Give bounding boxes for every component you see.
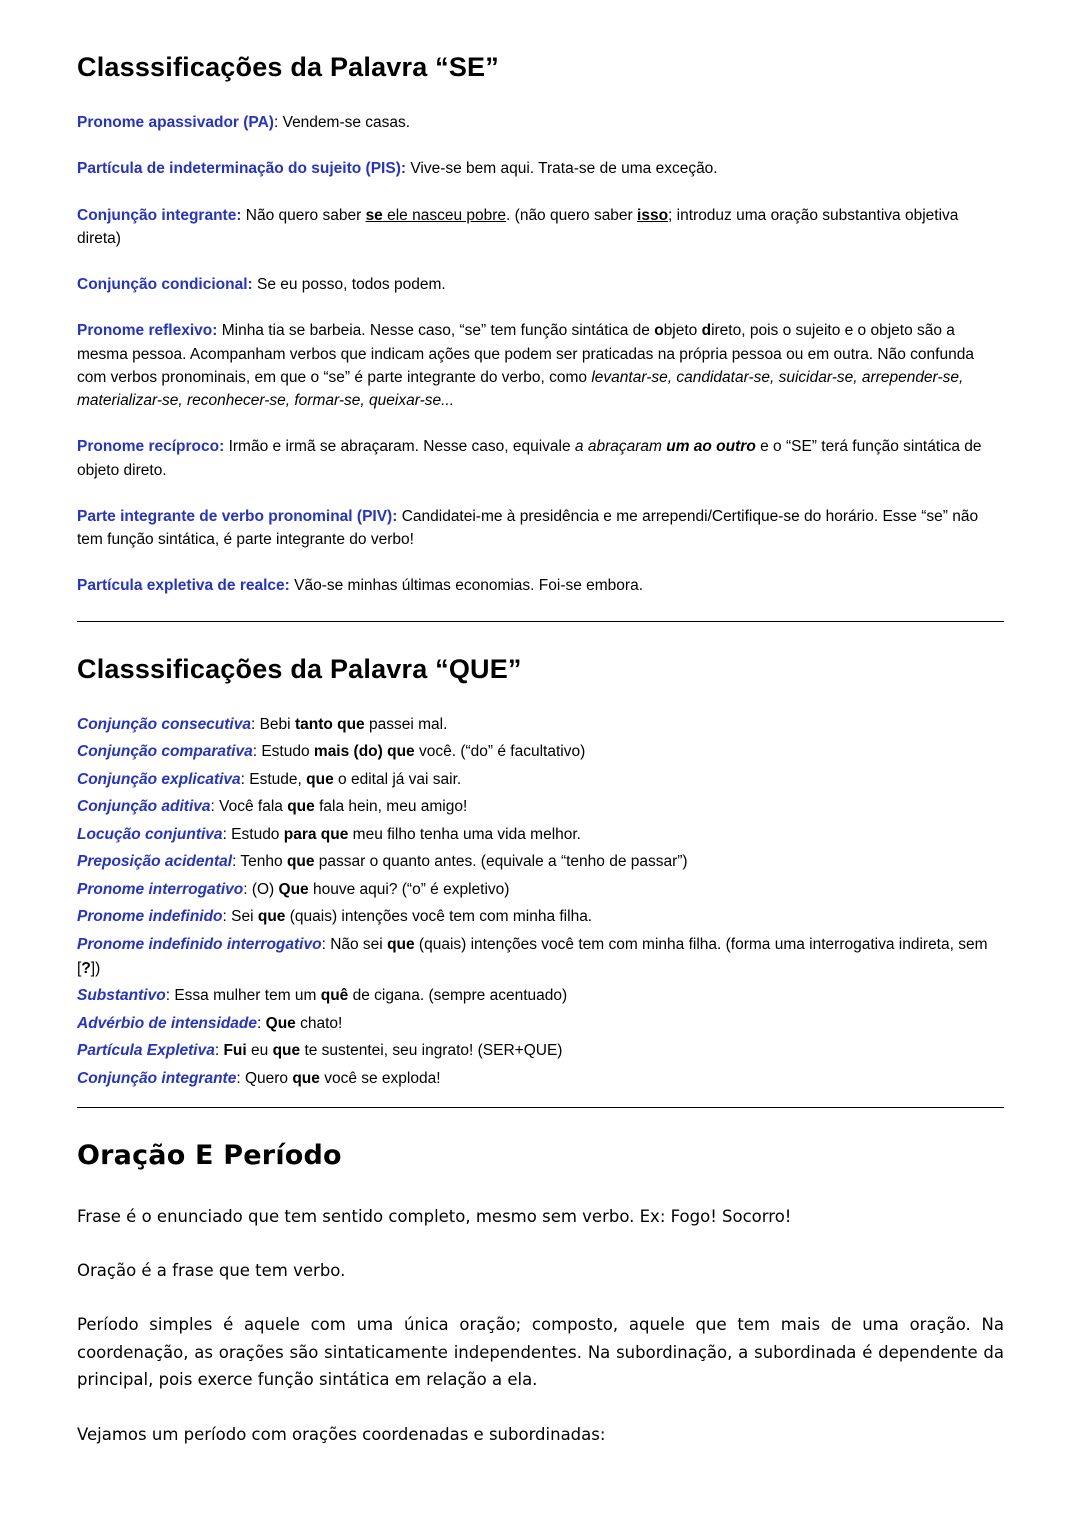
- term-label: Conjunção integrante:: [77, 206, 242, 224]
- term-label: Conjunção condicional:: [77, 276, 253, 293]
- body-text: de cigana. (sempre acentuado): [348, 987, 568, 1005]
- que-section-list: [77, 713, 1004, 1091]
- body-text: te sustentei, seu ingrato! (SER+QUE): [300, 1042, 563, 1060]
- body-text: : Não sei: [321, 935, 388, 953]
- body-text: Período simples é aquele com uma única oração; composto, aquele que tem mais de uma oração. Na coordenação, as orações são sintaticamente independentes. Na subordinação, a subordinada é dependente da principal, pois exerce função sintática em relação a ela.: [77, 1315, 1004, 1390]
- se-section-title: Classsificações da Palavra “SE”: [77, 52, 499, 82]
- body-text: Que: [265, 1014, 296, 1032]
- que-definition-item: [77, 1039, 1004, 1063]
- body-text: você. (“do” é facultativo): [414, 743, 586, 761]
- body-text: que: [257, 908, 286, 926]
- term-label: Locução conjuntiva: [77, 825, 223, 843]
- body-text: houve aqui? (“o” é expletivo): [308, 880, 510, 898]
- body-text: fala hein, meu amigo!: [314, 798, 468, 816]
- se-definition-item: [77, 204, 1004, 251]
- que-section-title: Classsificações da Palavra “QUE”: [77, 653, 522, 684]
- body-text: : Vendem-se casas.: [273, 114, 411, 131]
- body-text: quê: [320, 987, 349, 1005]
- body-text: levantar-se, candidatar-se, suicidar-se, arrepender-se, materializar-se, reconhecer-se, formar-se, queixar-se...: [77, 368, 964, 409]
- body-text: chato!: [295, 1014, 343, 1032]
- body-text: :: [214, 1042, 224, 1060]
- body-text: Frase é o enunciado que tem sentido completo, mesmo sem verbo. Ex: Fogo! Socorro!: [77, 1206, 792, 1226]
- body-text: passei mal.: [364, 715, 448, 733]
- term-label: Pronome indefinido: [77, 908, 223, 926]
- term-label: Pronome indefinido interrogativo: [77, 935, 322, 953]
- body-text: . (não quero saber: [506, 206, 638, 224]
- body-text: a abraçaram: [574, 438, 667, 456]
- se-definition-item: [77, 157, 1004, 180]
- body-text: : Estudo: [252, 743, 314, 761]
- body-text: Minha tia se barbeia. Nesse caso, “se” tem função sintática de: [217, 322, 655, 340]
- body-text: : (O): [243, 880, 279, 898]
- se-definition-item: [77, 273, 1004, 296]
- oracao-section-title: Oração E Período: [77, 1139, 342, 1171]
- se-definition-item: [77, 435, 1004, 482]
- term-label: Conjunção explicativa: [77, 770, 241, 788]
- body-text: Vejamos um período com orações coordenadas e subordinadas:: [77, 1424, 606, 1444]
- oracao-paragraph: [77, 1421, 1004, 1448]
- body-text: (quais) intenções você tem com minha filha. (forma uma interrogativa indireta, sem [: [77, 935, 988, 977]
- se-definition-item: [77, 505, 1004, 552]
- oracao-paragraphs: [77, 1203, 1004, 1448]
- que-definition-item: [77, 850, 1004, 874]
- term-label: Conjunção comparativa: [77, 743, 253, 761]
- term-label: Pronome interrogativo: [77, 880, 244, 898]
- se-definition-item: [77, 319, 1004, 412]
- body-text: : Quero: [236, 1069, 293, 1087]
- oracao-paragraph: [77, 1257, 1004, 1284]
- body-text: ele nasceu pobre: [382, 206, 507, 224]
- que-definition-item: [77, 823, 1004, 847]
- se-section-list: [77, 111, 1004, 598]
- body-text: Fui: [223, 1042, 247, 1060]
- que-definition-item: [77, 740, 1004, 764]
- term-label: Conjunção consecutiva: [77, 715, 251, 733]
- que-definition-item: [77, 713, 1004, 737]
- que-definition-item: [77, 878, 1004, 902]
- term-label: Preposição acidental: [77, 853, 233, 871]
- body-text: que: [292, 1069, 320, 1087]
- term-label: Partícula Expletiva: [77, 1042, 215, 1060]
- body-text: ?: [81, 959, 91, 977]
- term-label: Conjunção aditiva: [77, 798, 211, 816]
- que-definition-item: [77, 768, 1004, 792]
- oracao-paragraph: [77, 1203, 1004, 1230]
- body-text: passar o quanto antes. (equivale a “tenho de passar”): [314, 853, 688, 871]
- body-text: : Essa mulher tem um: [165, 987, 321, 1005]
- body-text: Se eu posso, todos podem.: [252, 276, 446, 293]
- body-text: tanto que: [294, 715, 365, 733]
- body-text: Oração é a frase que tem verbo.: [77, 1261, 346, 1281]
- body-text: d: [701, 322, 712, 340]
- body-text: você se exploda!: [319, 1069, 441, 1087]
- body-text: ; introduz uma oração substantiva objetiva direta): [77, 206, 959, 247]
- term-label: Partícula expletiva de realce:: [77, 577, 290, 595]
- body-text: ireto, pois o sujeito e o objeto são a mesma pessoa. Acompanham verbos que indicam ações que podem ser praticadas na própria pessoa ou em outra. Não confunda com verbos pronominais, em que o “se” é parte integrante do verbo, como: [77, 322, 974, 386]
- que-definition-item: [77, 1067, 1004, 1091]
- body-text: : Você fala: [210, 798, 288, 816]
- body-text: o edital já vai sair.: [333, 770, 462, 788]
- term-label: Pronome apassivador (PA): [77, 114, 274, 131]
- body-text: : Estude,: [240, 770, 307, 788]
- body-text: que: [306, 770, 334, 788]
- term-label: Pronome reflexivo:: [77, 322, 218, 340]
- body-text: que: [286, 853, 315, 871]
- term-label: Substantivo: [77, 987, 166, 1005]
- body-text: e o “SE” terá função sintática de objeto direto.: [77, 438, 982, 479]
- que-definition-item: [77, 984, 1004, 1008]
- body-text: Vive-se bem aqui. Trata-se de uma exceção.: [406, 160, 718, 178]
- body-text: : Tenho: [232, 853, 287, 871]
- term-label: Partícula de indeterminação do sujeito (PIS):: [77, 160, 407, 178]
- body-text: ]): [90, 959, 101, 977]
- body-text: Que: [278, 880, 309, 898]
- term-label: Pronome recíproco:: [77, 438, 225, 456]
- term-label: Conjunção integrante: [77, 1069, 237, 1087]
- body-text: :: [257, 1014, 266, 1032]
- body-text: Não quero saber: [241, 206, 366, 224]
- section-divider: [77, 621, 1004, 622]
- term-label: Parte integrante de verbo pronominal (PIV):: [77, 507, 398, 525]
- body-text: isso: [637, 206, 669, 224]
- que-definition-item: [77, 933, 1004, 981]
- body-text: mais (do) que: [313, 743, 415, 761]
- body-text: para que: [283, 825, 349, 843]
- body-text: Irmão e irmã se abraçaram. Nesse caso, equivale: [224, 438, 575, 456]
- body-text: o: [654, 322, 664, 340]
- body-text: Vão-se minhas últimas economias. Foi-se embora.: [289, 577, 644, 595]
- body-text: se: [365, 206, 383, 224]
- section-divider: [77, 1107, 1004, 1108]
- se-definition-item: [77, 574, 1004, 597]
- body-text: : Sei: [222, 908, 258, 926]
- body-text: : Bebi: [250, 715, 295, 733]
- se-definition-item: [77, 111, 1004, 134]
- body-text: : Estudo: [222, 825, 284, 843]
- body-text: que: [287, 798, 315, 816]
- oracao-paragraph: [77, 1311, 1004, 1393]
- que-definition-item: [77, 795, 1004, 819]
- que-definition-item: [77, 1012, 1004, 1036]
- body-text: eu: [246, 1042, 273, 1060]
- body-text: meu filho tenha uma vida melhor.: [348, 825, 581, 843]
- body-text: bjeto: [663, 322, 702, 340]
- body-text: Candidatei-me à presidência e me arrependi/Certifique-se do horário. Esse “se” não tem função sintática, é parte integrante do verbo!: [77, 507, 979, 548]
- body-text: que: [272, 1042, 301, 1060]
- body-text: que: [387, 935, 415, 953]
- que-definition-item: [77, 905, 1004, 929]
- body-text: (quais) intenções você tem com minha filha.: [285, 908, 593, 926]
- body-text: um ao outro: [666, 438, 756, 456]
- term-label: Advérbio de intensidade: [77, 1014, 258, 1032]
